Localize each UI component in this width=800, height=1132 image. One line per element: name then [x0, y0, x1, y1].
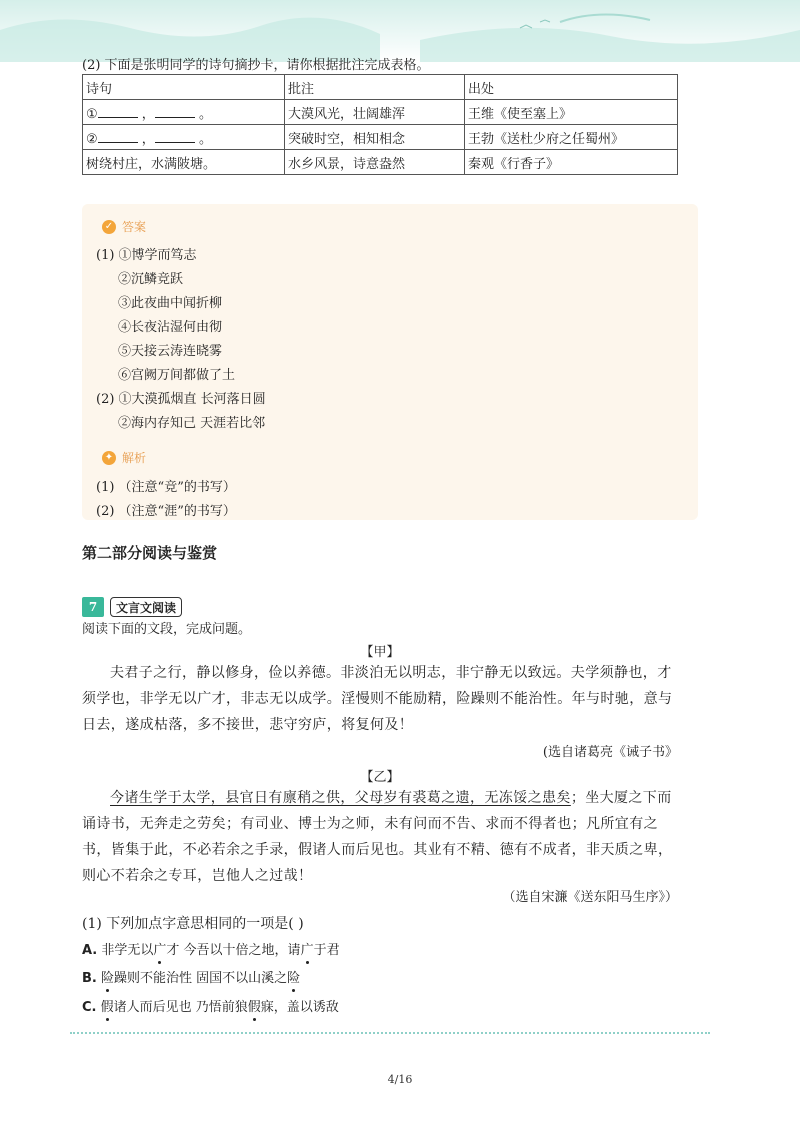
table-header-cell: 出处 — [465, 75, 678, 100]
option-text: 于君 — [313, 943, 340, 958]
dotted-char: 险 — [287, 967, 300, 986]
answer-panel — [82, 204, 698, 520]
table-row — [83, 100, 678, 125]
option-text: 诸人而后见也 乃悟前狼 — [113, 1000, 248, 1015]
page-number: 4/16 — [387, 1073, 413, 1086]
option-c[interactable] — [82, 996, 339, 1015]
section-title: 第二部分阅读与鉴赏 — [82, 544, 218, 562]
row-marker: ② — [86, 131, 98, 147]
passage-yi-text — [82, 785, 678, 889]
table-header-cell: 诗句 — [83, 75, 285, 100]
fill-blank[interactable] — [98, 130, 138, 143]
analysis-tag — [102, 449, 146, 466]
row-marker: ① — [86, 106, 98, 122]
option-text: 才 今吾以十倍之地，请 — [166, 943, 301, 958]
fill-blank[interactable] — [98, 105, 138, 118]
answer-line: ③此夜曲中闻折柳 — [118, 296, 223, 311]
punctuation: 。 — [198, 106, 212, 122]
dotted-char: 广 — [301, 939, 314, 958]
answer-line: ④长夜沾湿何由彻 — [118, 320, 223, 335]
table-cell: 王维《使至塞上》 — [465, 100, 678, 125]
table-cell: 秦观《行香子》 — [465, 150, 678, 175]
sub-question-1: (1) 下列加点字意思相同的一项是( ) — [82, 916, 304, 932]
option-label: B. — [82, 971, 97, 986]
table-cell: 水乡风景，诗意盎然 — [285, 150, 465, 175]
table-header-row — [83, 75, 678, 100]
option-a[interactable] — [82, 939, 340, 958]
dotted-char: 假 — [248, 996, 261, 1015]
answer-line: ②沉鳞竞跃 — [118, 272, 184, 287]
passage-jia-text: 夫君子之行，静以修身，俭以养德。非淡泊无以明志，非宁静无以致远。夫学须静也，才须学也，非学无以广才，非志无以成学。淫慢则不能励精，险躁则不能治性。年与时驰，意与日去，遂成枯落，多不接世，悲守穷庐，将复何及！ — [82, 665, 673, 733]
passage-yi-title: 【乙】 — [360, 770, 400, 785]
fill-blank[interactable] — [155, 105, 195, 118]
check-icon: ✓ — [102, 220, 116, 234]
table-header-cell: 批注 — [285, 75, 465, 100]
passage-yi-source: （选自宋濂《送东阳马生序》） — [502, 890, 678, 905]
passage-jia-title: 【甲】 — [360, 645, 400, 660]
dotted-char: 广 — [153, 939, 166, 958]
analysis-line: (2) （注意“涯”的书写） — [96, 504, 236, 519]
table-cell: 树绕村庄，水满陂塘。 — [83, 150, 285, 175]
question-type-badge: 文言文阅读 — [110, 597, 182, 617]
option-label: C. — [82, 1000, 97, 1015]
fill-blank[interactable] — [155, 130, 195, 143]
punctuation: 。 — [198, 131, 212, 147]
passage-yi-rest: ；坐大厦之下而诵诗书，无奔走之劳矣；有司业、博士为之师，未有问而不告、求而不得者也；凡所宜有之书，皆集于此，不必若余之手录，假诸人而后见也。其业有不精、德有不成者，非天质之卑，则心不若余之专耳，岂他人之过哉！ — [82, 790, 673, 884]
question-prompt: 阅读下面的文段，完成问题。 — [82, 622, 252, 637]
answer-line: ②海内存知己 天涯若比邻 — [118, 416, 266, 431]
answer-tag — [102, 218, 146, 235]
table-cell — [83, 125, 285, 150]
option-b[interactable] — [82, 967, 300, 986]
poem-excerpt-table — [82, 74, 678, 175]
analysis-line: (1) （注意“竞”的书写） — [96, 480, 236, 495]
table-cell: 王勃《送杜少府之任蜀州》 — [465, 125, 678, 150]
option-text: 非学无以 — [101, 943, 154, 958]
answer-label: 答案 — [122, 220, 147, 234]
table-cell: 突破时空，相知相念 — [285, 125, 465, 150]
option-label: A. — [82, 943, 98, 958]
analysis-label: 解析 — [122, 451, 147, 465]
lightbulb-icon: ✦ — [102, 451, 116, 465]
option-text: 躁则不能治性 固国不以山溪之 — [114, 971, 288, 986]
answer-line: (1) ①博学而笃志 — [96, 248, 197, 263]
table-cell — [83, 100, 285, 125]
option-text: 寐，盖以诱敌 — [260, 1000, 339, 1015]
answer-line: (2) ①大漠孤烟直 长河落日圆 — [96, 392, 266, 407]
punctuation: ， — [141, 131, 155, 147]
header-banner — [0, 0, 800, 62]
footer-divider — [70, 1032, 710, 1034]
answer-line: ⑥宫阙万间都做了土 — [118, 368, 236, 383]
passage-jia-source: (选自诸葛亮《诫子书》 — [542, 745, 678, 760]
punctuation: ， — [141, 106, 155, 122]
table-cell: 大漠风光，壮阔雄浑 — [285, 100, 465, 125]
dotted-char: 险 — [101, 967, 114, 986]
table-row — [83, 150, 678, 175]
dotted-char: 假 — [101, 996, 114, 1015]
question-2-intro: (2) 下面是张明同学的诗句摘抄卡，请你根据批注完成表格。 — [82, 58, 430, 73]
table-row — [83, 125, 678, 150]
underlined-sentence: 今诸生学于太学，县官日有廪稍之供，父母岁有裘葛之遗，无冻馁之患矣 — [110, 790, 571, 806]
question-number-badge: 7 — [82, 597, 104, 617]
answer-line: ⑤天接云涛连晓雾 — [118, 344, 223, 359]
